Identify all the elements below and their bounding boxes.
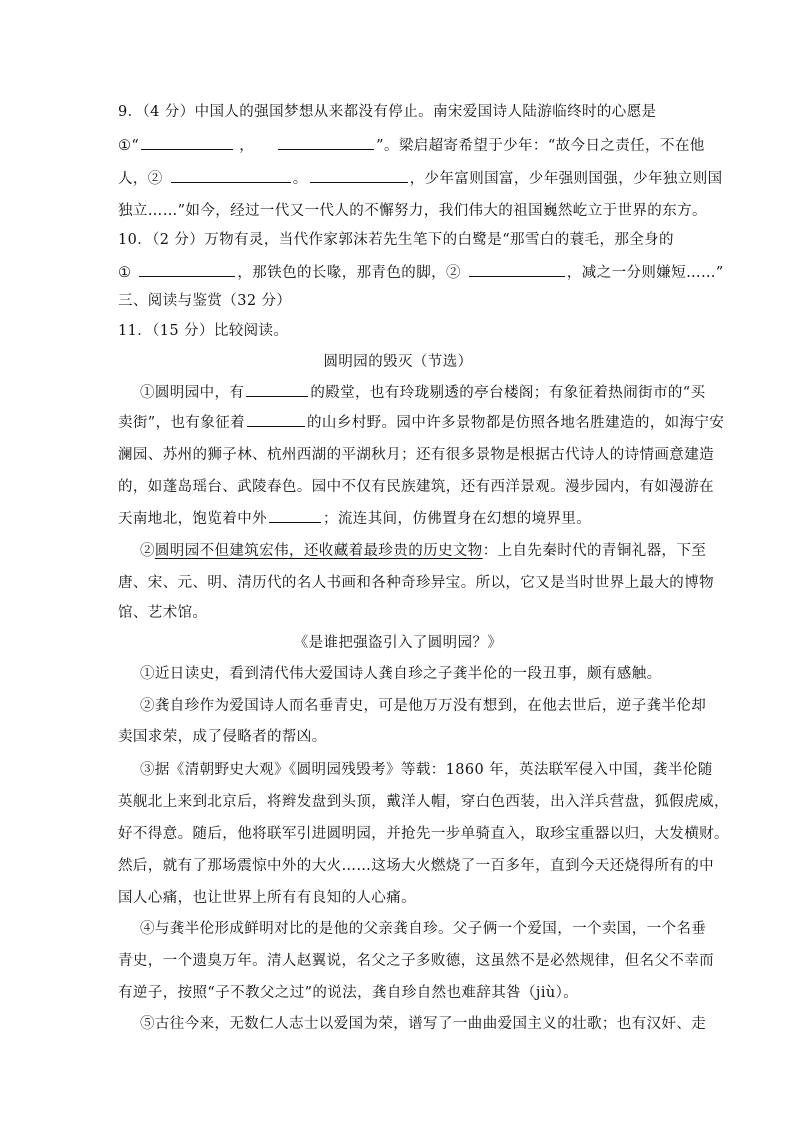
passage1-text: 的殿堂，也有玲珑剔透的亭台楼阁；有象征着热闹街市的“买 bbox=[310, 385, 706, 401]
q9-blank-2b[interactable] bbox=[310, 168, 408, 183]
passage2-line: 英舰北上来到北京后，将辫发盘到头顶，戴洋人帽，穿白色西装，出入洋兵营盘，狐假虎威， bbox=[118, 794, 729, 810]
passage1-line bbox=[118, 412, 725, 433]
q9-text: ”。梁启超寄希望于少年：“故今日之责任，不在他 bbox=[376, 138, 705, 154]
q9-line-2 bbox=[118, 135, 705, 156]
passage1-text: ② bbox=[140, 543, 155, 559]
passage1-text: ：上自先秦时代的青铜礼器，下至 bbox=[482, 543, 707, 559]
q9-line-3 bbox=[118, 168, 723, 189]
q10-line-2 bbox=[118, 262, 724, 283]
passage1-text: ；流连其间，仿佛置身在幻想的境界里。 bbox=[323, 511, 592, 527]
q9-blank-1b[interactable] bbox=[278, 135, 374, 150]
q9-text: 。 bbox=[292, 171, 308, 187]
passage1-line: 馆、艺术馆。 bbox=[118, 605, 208, 621]
q9-text: ，少年富则国富，少年强则国强，少年独立则国 bbox=[409, 171, 723, 187]
passage1-title: 圆明园的毁灭（节选） bbox=[323, 354, 473, 370]
passage2-line: ②龚自珍作为爱国诗人而名垂青史，可是他万万没有想到，在他去世后，逆子龚半伦却 bbox=[140, 698, 707, 714]
q10-text: ，那铁色的长喙，那青色的脚，② bbox=[237, 265, 461, 281]
passage1-text: ①圆明园中，有 bbox=[140, 385, 245, 401]
passage2-line: ①近日读史，看到清代伟大爱国诗人龚自珍之子龚半伦的一段丑事，颇有感触。 bbox=[140, 666, 662, 682]
passage1-line: 唐、宋、元、明、清历代的名人书画和各种奇珍异宝。所以，它又是当时世界上最大的博物 bbox=[118, 575, 714, 591]
q9-text: ①“ bbox=[118, 138, 140, 154]
passage1-line bbox=[140, 541, 707, 561]
passage2-line: ⑤古往今来，无数仁人志士以爱国为荣，谱写了一曲曲爱国主义的壮歌；也有汉奸、走 bbox=[140, 1016, 707, 1032]
q11-heading: 11．（15 分）比较阅读。 bbox=[118, 323, 289, 339]
passage2-line: 好不得意。随后，他将联军引进圆明园，并抢先一步单骑直入，取珍宝重器以归，大发横财。 bbox=[118, 826, 729, 842]
q9-line-1: 9．（4 分）中国人的强国梦想从来都没有停止。南宋爱国诗人陆游临终时的心愿是 bbox=[118, 104, 657, 120]
passage1-text: 天南地北，饱览着中外 bbox=[118, 511, 267, 527]
passage1-blank-3[interactable] bbox=[269, 508, 321, 523]
q10-text: ① bbox=[118, 265, 132, 281]
passage1-text: 卖街”，也有象征着 bbox=[118, 415, 246, 431]
underlined-sentence: 圆明园不但建筑宏伟，还收藏着最珍贵的历史文物 bbox=[154, 543, 483, 559]
q9-text: ， bbox=[239, 138, 255, 154]
passage1-blank-2[interactable] bbox=[247, 412, 305, 427]
passage1-line: 的，如蓬岛瑶台、武陵春色。园中不仅有民族建筑，还有西洋景观。漫步园内，有如漫游在 bbox=[118, 479, 714, 495]
passage2-line: 然后，就有了那场震惊中外的大火……这场大火燃烧了一百多年，直到今天还烧得所有的中 bbox=[118, 858, 714, 874]
q10-blank-2[interactable] bbox=[469, 262, 565, 277]
q9-blank-1a[interactable] bbox=[141, 135, 233, 150]
passage2-line: 国人心痛，也让世界上所有有良知的人心痛。 bbox=[118, 890, 416, 906]
passage1-line bbox=[140, 382, 706, 403]
passage1-line bbox=[118, 508, 678, 529]
q10-text: ，减之一分则嫌短……” bbox=[566, 265, 724, 281]
q10-line-1: 10．（2 分）万物有灵，当代作家郭沫若先生笔下的白鹭是“那雪白的蓑毛，那全身的 bbox=[118, 232, 674, 248]
section-heading: 三、阅读与鉴赏（32 分） bbox=[118, 293, 292, 309]
passage2-title: 《是谁把强盗引入了圆明园？》 bbox=[293, 635, 503, 651]
passage2-line: 卖国求荣，成了侵略者的帮凶。 bbox=[118, 729, 327, 745]
passage2-line: ④与龚半伦形成鲜明对比的是他的父亲龚自珍。父子俩一个爱国，一个卖国，一个名垂 bbox=[140, 921, 707, 937]
passage1-line: 澜园、苏州的狮子林、杭州西湖的平湖秋月；还有很多景物是根据古代诗人的诗情画意建造 bbox=[118, 447, 714, 463]
passage1-text: 的山乡村野。园中许多景物都是仿照各地名胜建造的，如海宁安 bbox=[307, 415, 725, 431]
passage2-line: 有逆子，按照“子不教父之过”的说法，龚自珍自然也难辞其咎（jiù）。 bbox=[118, 985, 579, 1001]
q9-blank-2a[interactable] bbox=[171, 168, 291, 183]
q9-line-4: 独立……”如今，经过一代又一代人的不懈努力，我们伟大的祖国巍然屹立于世界的东方。 bbox=[118, 203, 707, 219]
q9-text: 人，② bbox=[118, 171, 163, 187]
q10-blank-1[interactable] bbox=[139, 262, 235, 277]
passage2-line: 青史，一个遗臭万年。清人赵翼说，名父之子多败德，这虽然不是必然规律，但名父不幸而 bbox=[118, 953, 714, 969]
passage2-line: ③据《清朝野史大观》《圆明园残毁考》等载：1860 年，英法联军侵入中国，龚半伦随 bbox=[140, 762, 713, 778]
passage1-blank-1[interactable] bbox=[246, 382, 308, 397]
